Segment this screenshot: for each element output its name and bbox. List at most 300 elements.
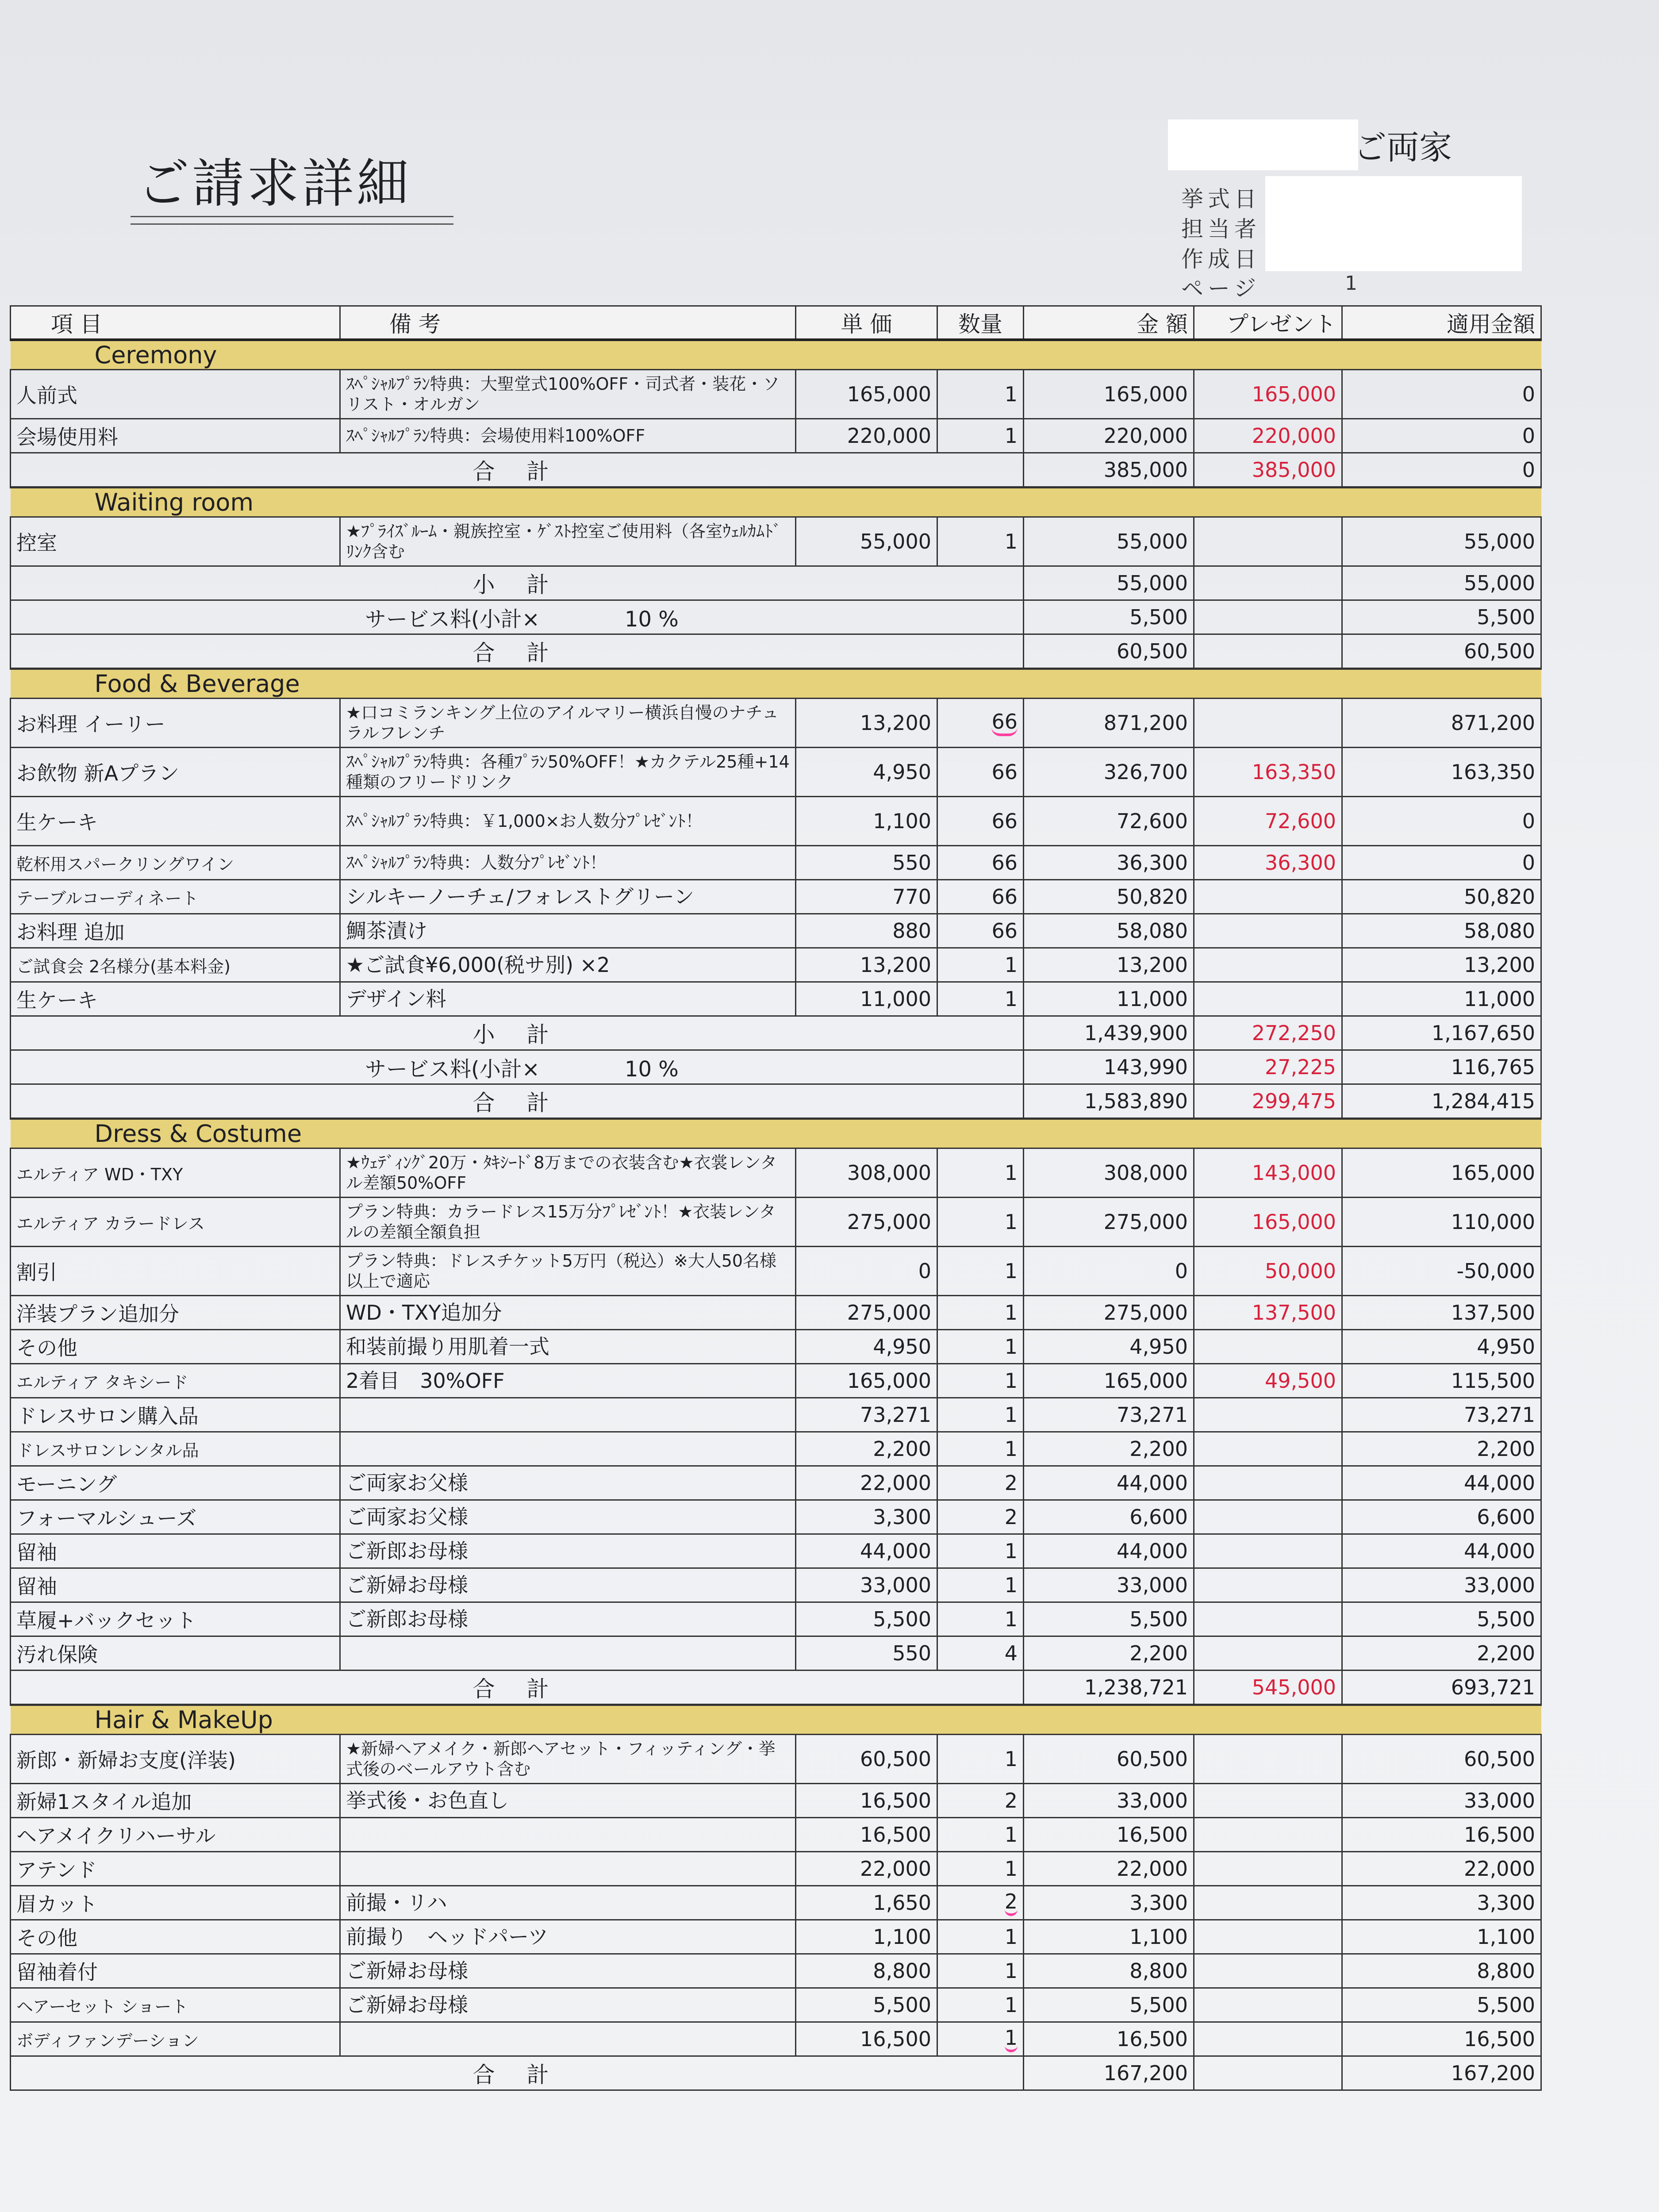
qty-cell [937, 1198, 1024, 1247]
applied-cell: 33,000 [1342, 1784, 1541, 1818]
present-cell: 143,000 [1194, 1148, 1342, 1198]
item-cell: 新郎・新婦お支度(洋装) [11, 1735, 340, 1784]
present-cell [1194, 1398, 1342, 1432]
present-cell [1194, 880, 1342, 914]
qty-cell [937, 517, 1024, 566]
summary-present [1194, 566, 1342, 600]
summary-amount: 385,000 [1024, 453, 1194, 488]
applied-cell: 60,500 [1342, 1735, 1541, 1784]
item-cell: 乾杯用スパークリングワイン [11, 846, 340, 880]
applied-cell: 11,000 [1342, 982, 1541, 1016]
present-cell [1194, 1636, 1342, 1671]
note-cell [340, 1818, 796, 1852]
qty-value: 1 [1004, 382, 1018, 406]
amount-cell: 2,200 [1024, 1636, 1194, 1671]
summary-label: 合 計 [11, 1084, 1024, 1119]
amount-cell: 4,950 [1024, 1330, 1194, 1364]
table-row [11, 1247, 1541, 1296]
applied-cell: 0 [1342, 797, 1541, 846]
qty-cell [937, 1920, 1024, 1954]
present-cell [1194, 699, 1342, 748]
present-cell [1194, 1602, 1342, 1636]
price-cell: 22,000 [796, 1466, 937, 1500]
section-title: Ceremony [11, 340, 1541, 370]
amount-cell: 58,080 [1024, 914, 1194, 948]
item-cell: お飲物 新Aプラン [11, 748, 340, 797]
note-cell: ご新郎お母様 [340, 1602, 796, 1636]
table-row [11, 370, 1541, 419]
table-row [11, 1954, 1541, 1988]
note-cell: 前撮り ヘッドパーツ [340, 1920, 796, 1954]
qty-value: 1 [1004, 1573, 1018, 1597]
qty-cell [937, 1296, 1024, 1330]
amount-cell: 13,200 [1024, 948, 1194, 982]
present-cell: 163,350 [1194, 748, 1342, 797]
applied-cell: 0 [1342, 370, 1541, 419]
qty-value: 1 [1004, 1335, 1018, 1359]
qty-value: 66 [991, 710, 1018, 736]
qty-value: 1 [1004, 1301, 1018, 1325]
amount-cell: 33,000 [1024, 1568, 1194, 1602]
section-header [11, 488, 1541, 517]
section-title: Food & Beverage [11, 669, 1541, 699]
applied-cell: 115,500 [1342, 1364, 1541, 1398]
amount-cell: 871,200 [1024, 699, 1194, 748]
price-cell: 220,000 [796, 419, 937, 453]
price-cell: 1,100 [796, 797, 937, 846]
price-cell: 33,000 [796, 1568, 937, 1602]
summary-applied: 60,500 [1342, 634, 1541, 669]
table-row [11, 1735, 1541, 1784]
table-row [11, 1198, 1541, 1247]
item-cell: 生ケーキ [11, 797, 340, 846]
present-cell [1194, 1818, 1342, 1852]
qty-cell [937, 1735, 1024, 1784]
price-cell: 880 [796, 914, 937, 948]
table-row [11, 1500, 1541, 1534]
note-cell: ご新婦お母様 [340, 1988, 796, 2022]
applied-cell: 5,500 [1342, 1988, 1541, 2022]
summary-applied: 55,000 [1342, 566, 1541, 600]
applied-cell: 8,800 [1342, 1954, 1541, 1988]
item-cell: 控室 [11, 517, 340, 566]
summary-label: 合 計 [11, 634, 1024, 669]
applied-cell: 165,000 [1342, 1148, 1541, 1198]
page-label: ページ [1181, 276, 1260, 301]
table-row [11, 846, 1541, 880]
item-cell: ドレスサロンレンタル品 [11, 1432, 340, 1466]
amount-cell: 1,100 [1024, 1920, 1194, 1954]
price-cell: 2,200 [796, 1432, 937, 1466]
qty-cell [937, 1534, 1024, 1568]
note-cell: ｽﾍﾟｼｬﾙﾌﾟﾗﾝ特典：￥1,000×お人数分ﾌﾟﾚｾﾞﾝﾄ！ [340, 797, 796, 846]
amount-cell: 16,500 [1024, 2022, 1194, 2056]
applied-cell: 0 [1342, 419, 1541, 453]
applied-cell: 3,300 [1342, 1886, 1541, 1920]
present-cell: 36,300 [1194, 846, 1342, 880]
applied-cell: 137,500 [1342, 1296, 1541, 1330]
table-row [11, 1784, 1541, 1818]
applied-cell: 13,200 [1342, 948, 1541, 982]
note-cell [340, 1636, 796, 1671]
redaction-box [1265, 176, 1522, 271]
qty-value: 1 [1004, 1437, 1018, 1461]
amount-cell: 275,000 [1024, 1296, 1194, 1330]
qty-cell [937, 1636, 1024, 1671]
note-cell: ご新婦お母様 [340, 1954, 796, 1988]
amount-cell: 5,500 [1024, 1988, 1194, 2022]
item-cell: 新婦1スタイル追加 [11, 1784, 340, 1818]
present-cell [1194, 1330, 1342, 1364]
qty-cell [937, 1852, 1024, 1886]
page-title: ご請求詳細 [137, 153, 412, 214]
price-cell: 770 [796, 880, 937, 914]
amount-cell: 72,600 [1024, 797, 1194, 846]
page-number: 1 [1345, 272, 1357, 295]
amount-cell: 326,700 [1024, 748, 1194, 797]
item-cell: ボディファンデーション [11, 2022, 340, 2056]
present-cell: 220,000 [1194, 419, 1342, 453]
note-cell [340, 1432, 796, 1466]
item-cell: ヘアーセット ショート [11, 1988, 340, 2022]
applied-cell: 110,000 [1342, 1198, 1541, 1247]
amount-cell: 55,000 [1024, 517, 1194, 566]
applied-cell: 58,080 [1342, 914, 1541, 948]
section-header [11, 340, 1541, 370]
applied-cell: 73,271 [1342, 1398, 1541, 1432]
qty-value: 1 [1004, 1959, 1018, 1983]
qty-value: 2 [1004, 1789, 1018, 1813]
title-underline [131, 223, 453, 225]
note-cell: ご新婦お母様 [340, 1568, 796, 1602]
applied-cell: 16,500 [1342, 1818, 1541, 1852]
amount-cell: 5,500 [1024, 1602, 1194, 1636]
price-cell: 4,950 [796, 1330, 937, 1364]
section-title: Dress & Costume [11, 1119, 1541, 1148]
summary-amount: 5,500 [1024, 600, 1194, 634]
applied-cell: 33,000 [1342, 1568, 1541, 1602]
qty-value: 2 [1004, 1471, 1018, 1495]
amount-cell: 275,000 [1024, 1198, 1194, 1247]
price-cell: 13,200 [796, 699, 937, 748]
qty-cell [937, 1818, 1024, 1852]
price-cell: 550 [796, 846, 937, 880]
price-cell: 550 [796, 1636, 937, 1671]
present-cell [1194, 948, 1342, 982]
present-cell [1194, 982, 1342, 1016]
note-cell: ｽﾍﾟｼｬﾙﾌﾟﾗﾝ特典：会場使用料100%OFF [340, 419, 796, 453]
table-row [11, 1466, 1541, 1500]
summary-row [11, 1084, 1541, 1119]
present-cell [1194, 1500, 1342, 1534]
present-cell [1194, 1432, 1342, 1466]
table-row [11, 748, 1541, 797]
qty-cell [937, 1500, 1024, 1534]
summary-applied: 0 [1342, 453, 1541, 488]
created-date-label: 作成日 [1181, 246, 1261, 272]
item-cell: テーブルコーディネート [11, 880, 340, 914]
present-cell: 72,600 [1194, 797, 1342, 846]
table-row [11, 1636, 1541, 1671]
qty-cell [937, 982, 1024, 1016]
price-cell: 165,000 [796, 1364, 937, 1398]
amount-cell: 0 [1024, 1247, 1194, 1296]
summary-amount: 143,990 [1024, 1050, 1194, 1084]
qty-cell [937, 914, 1024, 948]
qty-value: 66 [991, 885, 1018, 909]
col-price: 単 価 [796, 306, 937, 340]
col-present: プレゼント [1194, 306, 1342, 340]
item-cell: 眉カット [11, 1886, 340, 1920]
qty-value: 66 [991, 851, 1018, 875]
summary-applied: 1,167,650 [1342, 1016, 1541, 1050]
summary-amount: 55,000 [1024, 566, 1194, 600]
qty-value: 1 [1004, 1210, 1018, 1234]
qty-value: 1 [1005, 2026, 1018, 2052]
summary-amount: 167,200 [1024, 2056, 1194, 2090]
qty-cell [937, 1148, 1024, 1198]
applied-cell: 50,820 [1342, 880, 1541, 914]
table-row [11, 982, 1541, 1016]
qty-cell [937, 1398, 1024, 1432]
table-row [11, 1330, 1541, 1364]
item-cell: アテンド [11, 1852, 340, 1886]
qty-value: 1 [1004, 1259, 1018, 1283]
applied-cell: 55,000 [1342, 517, 1541, 566]
qty-cell [937, 880, 1024, 914]
note-cell: ｽﾍﾟｼｬﾙﾌﾟﾗﾝ特典：人数分ﾌﾟﾚｾﾞﾝﾄ！ [340, 846, 796, 880]
amount-cell: 3,300 [1024, 1886, 1194, 1920]
qty-value: 2 [1005, 1889, 1018, 1916]
item-cell: 留袖 [11, 1568, 340, 1602]
header-row [11, 306, 1541, 340]
summary-amount: 1,238,721 [1024, 1671, 1194, 1705]
qty-cell [937, 797, 1024, 846]
price-cell: 13,200 [796, 948, 937, 982]
qty-value: 1 [1004, 1747, 1018, 1771]
summary-applied: 5,500 [1342, 600, 1541, 634]
qty-value: 1 [1004, 1823, 1018, 1847]
price-cell: 8,800 [796, 1954, 937, 1988]
present-cell [1194, 2022, 1342, 2056]
qty-cell [937, 1602, 1024, 1636]
invoice-table [10, 305, 1542, 2091]
note-cell: ご両家お父様 [340, 1500, 796, 1534]
summary-amount: 60,500 [1024, 634, 1194, 669]
item-cell: 人前式 [11, 370, 340, 419]
qty-value: 1 [1004, 953, 1018, 977]
qty-cell [937, 1954, 1024, 1988]
applied-cell: 6,600 [1342, 1500, 1541, 1534]
applied-cell: 2,200 [1342, 1636, 1541, 1671]
summary-row [11, 453, 1541, 488]
qty-value: 1 [1004, 1403, 1018, 1427]
applied-cell: 16,500 [1342, 2022, 1541, 2056]
applied-cell: 2,200 [1342, 1432, 1541, 1466]
item-cell: 留袖 [11, 1534, 340, 1568]
present-cell: 49,500 [1194, 1364, 1342, 1398]
amount-cell: 73,271 [1024, 1398, 1194, 1432]
note-cell: ★口コミランキング上位のアイルマリー横浜自慢のナチュラルフレンチ [340, 699, 796, 748]
qty-value: 2 [1004, 1505, 1018, 1529]
wedding-date-label: 挙式日 [1181, 186, 1261, 212]
summary-label: 合 計 [11, 1671, 1024, 1705]
summary-applied: 693,721 [1342, 1671, 1541, 1705]
qty-cell [937, 1432, 1024, 1466]
table-row [11, 1886, 1541, 1920]
present-cell [1194, 1954, 1342, 1988]
qty-value: 4 [1004, 1641, 1018, 1665]
amount-cell: 16,500 [1024, 1818, 1194, 1852]
note-cell [340, 2022, 796, 2056]
note-cell: ★新婦ヘアメイク・新郎ヘアセット・フィッティング・挙式後のベールアウト含む [340, 1735, 796, 1784]
item-cell: 汚れ保険 [11, 1636, 340, 1671]
summary-present: 545,000 [1194, 1671, 1342, 1705]
applied-cell: 1,100 [1342, 1920, 1541, 1954]
qty-cell [937, 1330, 1024, 1364]
present-cell: 137,500 [1194, 1296, 1342, 1330]
qty-value: 66 [991, 809, 1018, 833]
qty-cell [937, 748, 1024, 797]
table-row [11, 419, 1541, 453]
note-cell: 挙式後・お色直し [340, 1784, 796, 1818]
summary-applied: 1,284,415 [1342, 1084, 1541, 1119]
staff-label: 担当者 [1181, 216, 1261, 242]
summary-label: 合 計 [11, 453, 1024, 488]
summary-row [11, 1671, 1541, 1705]
present-cell: 50,000 [1194, 1247, 1342, 1296]
table-row [11, 1148, 1541, 1198]
note-cell: シルキーノーチェ/フォレストグリーン [340, 880, 796, 914]
qty-cell [937, 1886, 1024, 1920]
price-cell: 0 [796, 1247, 937, 1296]
present-cell [1194, 1852, 1342, 1886]
present-cell [1194, 1735, 1342, 1784]
present-cell [1194, 1568, 1342, 1602]
qty-cell [937, 1247, 1024, 1296]
table-row [11, 1568, 1541, 1602]
section-header [11, 1705, 1541, 1735]
note-cell: 鯛茶漬け [340, 914, 796, 948]
summary-label: 小 計 [11, 566, 1024, 600]
applied-cell: 163,350 [1342, 748, 1541, 797]
price-cell: 165,000 [796, 370, 937, 419]
table-row [11, 2022, 1541, 2056]
amount-cell: 60,500 [1024, 1735, 1194, 1784]
price-cell: 44,000 [796, 1534, 937, 1568]
table-row [11, 1364, 1541, 1398]
amount-cell: 22,000 [1024, 1852, 1194, 1886]
present-cell [1194, 1886, 1342, 1920]
section-title: Waiting room [11, 488, 1541, 517]
note-cell [340, 1398, 796, 1432]
summary-row [11, 1016, 1541, 1050]
amount-cell: 165,000 [1024, 1364, 1194, 1398]
qty-value: 1 [1004, 1161, 1018, 1185]
price-cell: 55,000 [796, 517, 937, 566]
qty-value: 1 [1004, 1369, 1018, 1393]
note-cell: ｽﾍﾟｼｬﾙﾌﾟﾗﾝ特典：各種ﾌﾟﾗﾝ50%OFF！★カクテル25種+14種類のフリードリンク [340, 748, 796, 797]
qty-cell [937, 699, 1024, 748]
note-cell: ★ｳｪﾃﾞｨﾝｸﾞ20万・ﾀｷｼｰﾄﾞ8万までの衣装含む★衣裳レンタル差額50%OFF [340, 1148, 796, 1198]
price-cell: 4,950 [796, 748, 937, 797]
present-cell: 165,000 [1194, 370, 1342, 419]
summary-label: サービス料(小計× 10 % [11, 1050, 1024, 1084]
amount-cell: 44,000 [1024, 1466, 1194, 1500]
item-cell: 生ケーキ [11, 982, 340, 1016]
item-cell: フォーマルシューズ [11, 1500, 340, 1534]
present-cell [1194, 914, 1342, 948]
note-cell [340, 1852, 796, 1886]
item-cell: 留袖着付 [11, 1954, 340, 1988]
col-note: 備 考 [340, 306, 796, 340]
summary-present [1194, 600, 1342, 634]
applied-cell: 871,200 [1342, 699, 1541, 748]
summary-label: サービス料(小計× 10 % [11, 600, 1024, 634]
qty-cell [937, 1988, 1024, 2022]
qty-value: 1 [1004, 424, 1018, 448]
item-cell: ヘアメイクリハーサル [11, 1818, 340, 1852]
col-amount: 金 額 [1024, 306, 1194, 340]
price-cell: 16,500 [796, 2022, 937, 2056]
amount-cell: 220,000 [1024, 419, 1194, 453]
family-name-suffix: ご両家 [1354, 129, 1452, 167]
present-cell [1194, 1988, 1342, 2022]
table-row [11, 1398, 1541, 1432]
price-cell: 1,100 [796, 1920, 937, 1954]
section-header [11, 669, 1541, 699]
item-cell: 洋装プラン追加分 [11, 1296, 340, 1330]
price-cell: 73,271 [796, 1398, 937, 1432]
note-cell: 前撮・リハ [340, 1886, 796, 1920]
item-cell: ドレスサロン購入品 [11, 1398, 340, 1432]
price-cell: 1,650 [796, 1886, 937, 1920]
item-cell: 会場使用料 [11, 419, 340, 453]
item-cell: その他 [11, 1330, 340, 1364]
item-cell: 割引 [11, 1247, 340, 1296]
applied-cell: 4,950 [1342, 1330, 1541, 1364]
section-title: Hair & MakeUp [11, 1705, 1541, 1735]
summary-row [11, 600, 1541, 634]
qty-value: 1 [1004, 1539, 1018, 1563]
note-cell: ★ﾌﾟﾗｲｽﾞﾙｰﾑ・親族控室・ｹﾞｽﾄ控室ご使用料（各室ｳｪﾙｶﾑﾄﾞﾘﾝｸ含む [340, 517, 796, 566]
price-cell: 3,300 [796, 1500, 937, 1534]
item-cell: 草履+バックセット [11, 1602, 340, 1636]
summary-row [11, 566, 1541, 600]
summary-row [11, 2056, 1541, 2090]
amount-cell: 6,600 [1024, 1500, 1194, 1534]
present-cell [1194, 1920, 1342, 1954]
item-cell: その他 [11, 1920, 340, 1954]
note-cell: ｽﾍﾟｼｬﾙﾌﾟﾗﾝ特典：大聖堂式100%OFF・司式者・装花・ソリスト・オルガン [340, 370, 796, 419]
summary-present: 27,225 [1194, 1050, 1342, 1084]
note-cell: プラン特典：ドレスチケット5万円（税込）※大人50名様以上で適応 [340, 1247, 796, 1296]
table-row [11, 1852, 1541, 1886]
qty-cell [937, 2022, 1024, 2056]
present-cell [1194, 1534, 1342, 1568]
price-cell: 60,500 [796, 1735, 937, 1784]
item-cell: お料理 イーリー [11, 699, 340, 748]
summary-label: 合 計 [11, 2056, 1024, 2090]
col-applied: 適用金額 [1342, 306, 1541, 340]
amount-cell: 2,200 [1024, 1432, 1194, 1466]
summary-present: 385,000 [1194, 453, 1342, 488]
qty-value: 66 [991, 919, 1018, 943]
table-row [11, 1296, 1541, 1330]
summary-label: 小 計 [11, 1016, 1024, 1050]
qty-value: 1 [1004, 1925, 1018, 1949]
qty-value: 1 [1004, 1993, 1018, 2017]
